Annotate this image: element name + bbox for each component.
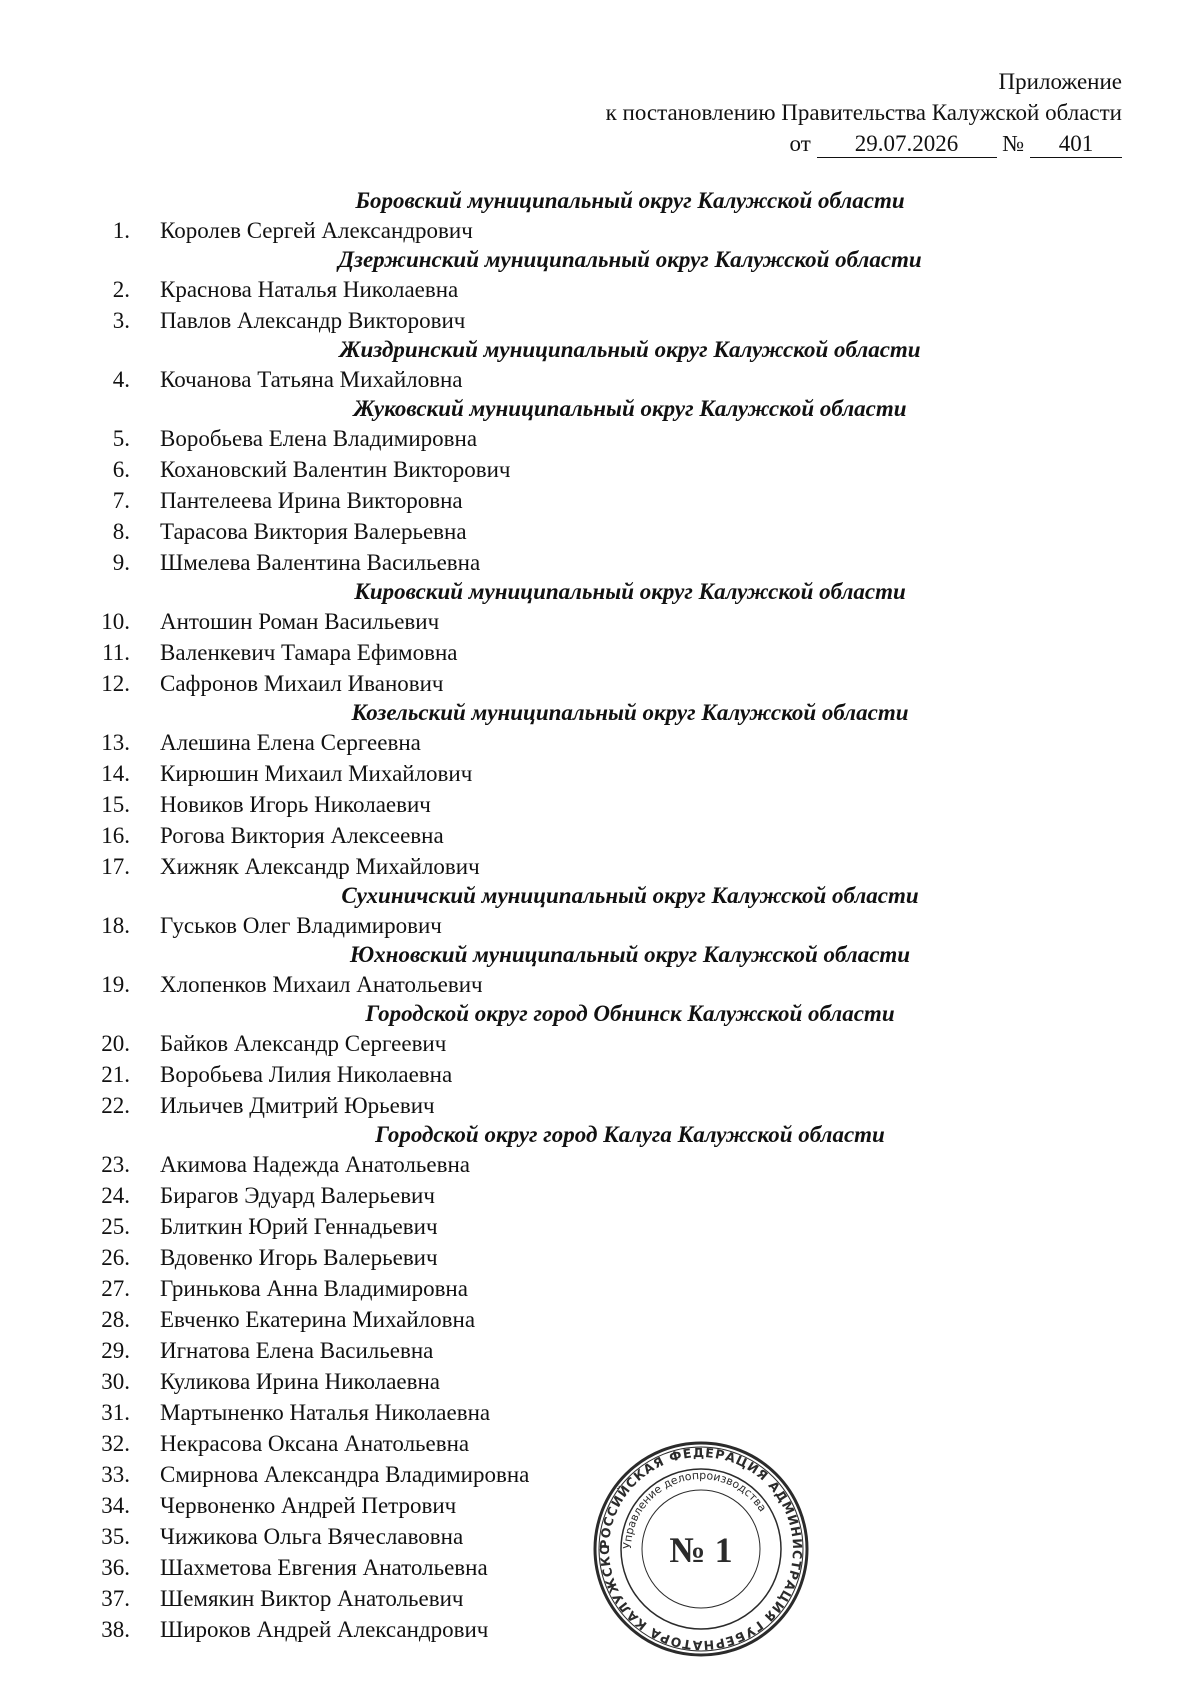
- district-section: [0, 187, 1200, 246]
- person-row: [0, 1242, 1200, 1273]
- person-number: 1.: [112, 218, 130, 243]
- person-name: Куликова Ирина Николаевна: [160, 1369, 440, 1394]
- official-stamp: [590, 1438, 812, 1660]
- person-name: Тарасова Виктория Валерьевна: [160, 519, 467, 544]
- person-number: 37.: [101, 1586, 130, 1611]
- person-name: Гринькова Анна Владимировна: [160, 1276, 468, 1301]
- person-number: 19.: [101, 972, 130, 997]
- district-title: Жуковский муниципальный округ Калужской области: [353, 396, 907, 421]
- person-row: [0, 1335, 1200, 1366]
- district-title: Юхновский муниципальный округ Калужской области: [349, 942, 911, 967]
- person-name: Пантелеева Ирина Викторовна: [160, 488, 463, 513]
- person-name: Бирагов Эдуард Валерьевич: [160, 1183, 435, 1208]
- district-title: Городской округ город Калуга Калужской области: [375, 1122, 885, 1147]
- person-number: 2.: [112, 277, 130, 302]
- person-name: Смирнова Александра Владимировна: [160, 1462, 530, 1487]
- person-name: Королев Сергей Александрович: [160, 218, 473, 243]
- person-number: 27.: [101, 1276, 130, 1301]
- person-number: 3.: [112, 308, 130, 333]
- person-number: 10.: [101, 609, 130, 634]
- person-number: 36.: [101, 1555, 130, 1580]
- person-number: 24.: [101, 1183, 130, 1208]
- person-name: Чижикова Ольга Вячеславовна: [160, 1524, 464, 1549]
- person-number: 7.: [112, 488, 130, 513]
- person-name: Блиткин Юрий Геннадьевич: [160, 1214, 438, 1239]
- people-list: [0, 187, 1200, 1645]
- person-row: [0, 215, 1200, 246]
- person-name: Шахметова Евгения Анатольевна: [160, 1555, 488, 1580]
- person-row: [0, 1090, 1200, 1121]
- person-row: [0, 851, 1200, 882]
- person-number: 21.: [101, 1062, 130, 1087]
- person-row: [0, 606, 1200, 637]
- person-number: 13.: [101, 730, 130, 755]
- person-row: [0, 516, 1200, 547]
- person-name: Мартыненко Наталья Николаевна: [160, 1400, 491, 1425]
- person-row: [0, 637, 1200, 668]
- district-section: [0, 882, 1200, 941]
- resolution-reference: к постановлению Правительства Калужской области: [605, 100, 1122, 125]
- person-number: 26.: [101, 1245, 130, 1270]
- stamp-outer-text: РОССИЙСКАЯ ФЕДЕРАЦИЯ АДМИНИСТРАЦИЯ ГУБЕРНАТОРА КАЛУЖСКО: [596, 1444, 806, 1654]
- person-name: Акимова Надежда Анатольевна: [160, 1152, 470, 1177]
- person-number: 28.: [101, 1307, 130, 1332]
- person-number: 23.: [101, 1152, 130, 1177]
- person-number: 9.: [112, 550, 130, 575]
- person-name: Байков Александр Сергеевич: [160, 1031, 447, 1056]
- document-header: [606, 66, 1122, 159]
- person-row: [0, 1211, 1200, 1242]
- person-name: Краснова Наталья Николаевна: [160, 277, 459, 302]
- person-row: [0, 454, 1200, 485]
- person-name: Рогова Виктория Алексеевна: [160, 823, 444, 848]
- person-name: Некрасова Оксана Анатольевна: [160, 1431, 470, 1456]
- person-row: [0, 910, 1200, 941]
- stamp-seal-graphic: [590, 1438, 812, 1660]
- person-number: 12.: [101, 671, 130, 696]
- district-title: Жиздринский муниципальный округ Калужской области: [339, 337, 921, 362]
- district-section: [0, 699, 1200, 882]
- person-name: Гуськов Олег Владимирович: [160, 913, 442, 938]
- person-row: [0, 1180, 1200, 1211]
- district-title: Боровский муниципальный округ Калужской области: [355, 188, 905, 213]
- person-number: 34.: [101, 1493, 130, 1518]
- person-row: [0, 969, 1200, 1000]
- person-number: 14.: [101, 761, 130, 786]
- person-row: [0, 1028, 1200, 1059]
- person-number: 25.: [101, 1214, 130, 1239]
- person-number: 29.: [101, 1338, 130, 1363]
- district-title: Дзержинский муниципальный округ Калужской области: [338, 247, 922, 272]
- district-section: [0, 395, 1200, 578]
- person-number: 22.: [101, 1093, 130, 1118]
- person-number: 38.: [101, 1617, 130, 1642]
- person-row: [0, 668, 1200, 699]
- person-row: [0, 547, 1200, 578]
- person-name: Сафронов Михаил Иванович: [160, 671, 444, 696]
- person-name: Вдовенко Игорь Валерьевич: [160, 1245, 438, 1270]
- from-label: от: [789, 131, 811, 156]
- person-name: Антошин Роман Васильевич: [160, 609, 440, 634]
- person-name: Хижняк Александр Михайлович: [160, 854, 480, 879]
- number-label: №: [1002, 131, 1025, 156]
- district-section: [0, 941, 1200, 1000]
- person-number: 30.: [101, 1369, 130, 1394]
- person-number: 20.: [101, 1031, 130, 1056]
- order-date: 29.07.2026: [817, 132, 997, 158]
- district-section: [0, 246, 1200, 336]
- district-section: [0, 1000, 1200, 1121]
- person-row: [0, 423, 1200, 454]
- person-number: 6.: [112, 457, 130, 482]
- person-number: 35.: [101, 1524, 130, 1549]
- person-row: [0, 789, 1200, 820]
- district-title: Городской округ город Обнинск Калужской области: [365, 1001, 895, 1026]
- person-name: Шмелева Валентина Васильевна: [160, 550, 481, 575]
- district-title: Кировский муниципальный округ Калужской области: [354, 579, 906, 604]
- person-row: [0, 1149, 1200, 1180]
- person-name: Широков Андрей Александрович: [160, 1617, 489, 1642]
- person-name: Павлов Александр Викторович: [160, 308, 466, 333]
- person-number: 16.: [101, 823, 130, 848]
- person-row: [0, 485, 1200, 516]
- person-row: [0, 727, 1200, 758]
- person-name: Кочанова Татьяна Михайловна: [160, 367, 463, 392]
- person-number: 15.: [101, 792, 130, 817]
- person-row: [0, 758, 1200, 789]
- person-number: 18.: [101, 913, 130, 938]
- person-name: Воробьева Лилия Николаевна: [160, 1062, 453, 1087]
- appendix-label: Приложение: [998, 69, 1122, 94]
- person-number: 5.: [112, 426, 130, 451]
- person-name: Хлопенков Михаил Анатольевич: [160, 972, 483, 997]
- person-name: Шемякин Виктор Анатольевич: [160, 1586, 464, 1611]
- person-number: 31.: [101, 1400, 130, 1425]
- person-row: [0, 305, 1200, 336]
- person-row: [0, 1366, 1200, 1397]
- person-row: [0, 1059, 1200, 1090]
- person-row: [0, 820, 1200, 851]
- person-name: Новиков Игорь Николаевич: [160, 792, 431, 817]
- district-section: [0, 578, 1200, 699]
- order-date-number-row: [606, 128, 1122, 159]
- person-name: Евченко Екатерина Михайловна: [160, 1307, 476, 1332]
- person-name: Кирюшин Михаил Михайлович: [160, 761, 473, 786]
- person-number: 11.: [102, 640, 130, 665]
- person-name: Червоненко Андрей Петрович: [160, 1493, 457, 1518]
- person-number: 8.: [112, 519, 130, 544]
- person-name: Игнатова Елена Васильевна: [160, 1338, 434, 1363]
- person-name: Воробьева Елена Владимировна: [160, 426, 478, 451]
- stamp-number: № 1: [669, 1530, 733, 1570]
- person-row: [0, 1397, 1200, 1428]
- order-number: 401: [1030, 132, 1122, 158]
- person-number: 17.: [101, 854, 130, 879]
- person-name: Кохановский Валентин Викторович: [160, 457, 511, 482]
- person-name: Алешина Елена Сергеевна: [160, 730, 421, 755]
- person-number: 4.: [112, 367, 130, 392]
- district-title: Сухиничский муниципальный округ Калужской области: [341, 883, 919, 908]
- person-name: Ильичев Дмитрий Юрьевич: [160, 1093, 435, 1118]
- person-row: [0, 274, 1200, 305]
- person-name: Валенкевич Тамара Ефимовна: [160, 640, 458, 665]
- stamp-inner-text: Управление делопроизводства: [620, 1468, 770, 1550]
- person-row: [0, 1273, 1200, 1304]
- district-title: Козельский муниципальный округ Калужской области: [351, 700, 909, 725]
- district-section: [0, 336, 1200, 395]
- person-number: 32.: [101, 1431, 130, 1456]
- person-number: 33.: [101, 1462, 130, 1487]
- person-row: [0, 1304, 1200, 1335]
- person-row: [0, 364, 1200, 395]
